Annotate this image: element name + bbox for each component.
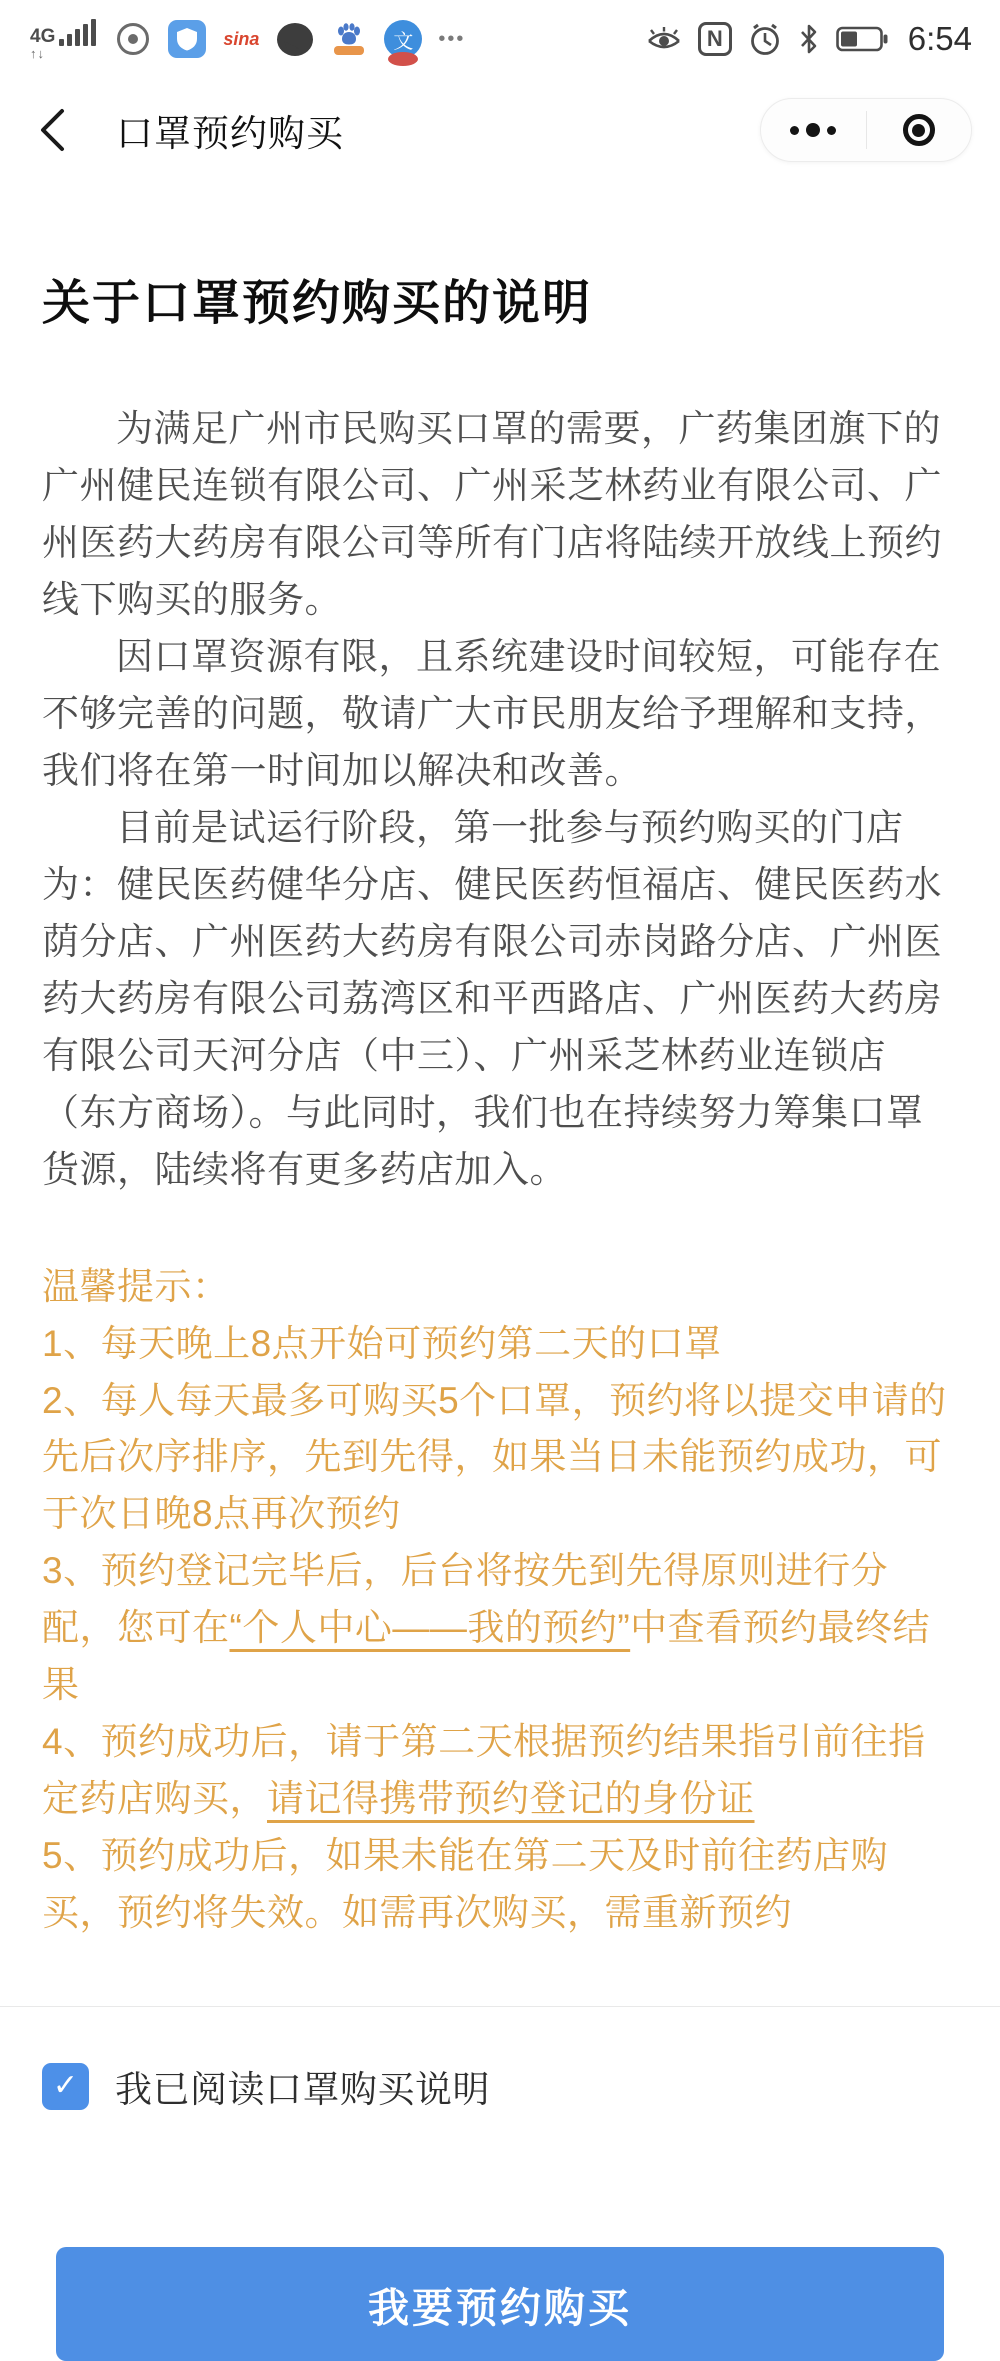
nav-bar	[0, 72, 1000, 188]
nfc-icon	[698, 22, 732, 56]
doc-app-char: 文	[393, 30, 414, 53]
tips-heading: 温馨提示：	[42, 1265, 230, 1307]
paragraph-3: 目前是试运行阶段，第一批参与预约购买的门店为：健民医药健华分店、健民医药恒福店、健民医药水荫分店、广州医药大药房有限公司赤岗路分店、广州医药大药房有限公司荔湾区和平西路店、广州医药大药房有限公司天河分店（中三）、广州采芝林药业连锁店（东方商场）。与此同时，我们也在持续努力筹集口罩货源，陆续将有更多药店加入。	[42, 806, 942, 1190]
bottom-panel	[0, 2006, 1000, 2361]
status-bar-right	[646, 20, 972, 58]
mini-program-capsule	[760, 98, 972, 162]
tip-item-5	[42, 1828, 958, 1942]
tip-item-4	[42, 1714, 958, 1828]
alarm-clock-icon	[748, 22, 782, 56]
tip-text: 1、每天晚上8点开始可预约第二天的口罩	[42, 1322, 722, 1364]
more-dots-icon	[790, 123, 836, 137]
agreement-label: 我已阅读口罩购买说明	[115, 2069, 490, 2111]
agreement-row	[42, 2059, 958, 2113]
eye-icon	[646, 26, 682, 52]
sina-app-icon: sina	[223, 28, 260, 49]
paragraph-1: 为满足广州市民购买口罩的需要，广药集团旗下的广州健民连锁有限公司、广州采芝林药业有限公司、广州医药大药房有限公司等所有门店将陆续开放线上预约线下购买的服务。	[42, 408, 942, 620]
nfc-letter: N	[706, 26, 723, 51]
status-time: 6:54	[907, 20, 972, 57]
battery-icon	[836, 25, 888, 53]
agreement-checkbox[interactable]	[42, 2063, 89, 2110]
status-bar	[0, 0, 1000, 72]
tip-underlined-text: “个人中心——我的预约”	[229, 1607, 631, 1649]
baidu-app-icon	[330, 20, 368, 58]
back-button[interactable]	[30, 108, 74, 152]
reserve-purchase-label: 我要预约购买	[368, 2284, 632, 2331]
hotspot-icon	[114, 20, 152, 58]
tip-text: 3、预约登记完毕后，后台将按先到先得原则进行分配，您可在	[42, 1550, 889, 1649]
reserve-purchase-button[interactable]	[56, 2247, 944, 2361]
tip-item-3	[42, 1543, 958, 1714]
signal-bars-icon	[59, 19, 96, 46]
check-icon: ✓	[52, 2068, 79, 2102]
tip-text: 中查看预约最终结果	[42, 1607, 931, 1706]
tips-list	[42, 1316, 958, 1943]
tip-item-1	[42, 1316, 958, 1373]
data-arrows-icon: ↑↓	[30, 45, 45, 61]
tip-text: 4、预约成功后，请于第二天根据预约结果指引前往指定药店购买，	[42, 1721, 926, 1820]
target-circle-icon	[903, 114, 935, 146]
paragraph-2: 因口罩资源有限，且系统建设时间较短，可能存在不够完善的问题，敬请广大市民朋友给予理解和支持，我们将在第一时间加以解决和改善。	[42, 635, 942, 791]
tip-text: 2、每人每天最多可购买5个口罩，预约将以提交申请的先后次序排序，先到先得，如果当日未能预约成功，可于次日晚8点再次预约	[42, 1379, 947, 1535]
shield-app-icon	[168, 20, 206, 58]
more-button[interactable]	[761, 99, 866, 161]
page-title: 关于口罩预约购买的说明	[42, 277, 593, 330]
close-button[interactable]	[867, 99, 972, 161]
tip-underlined-text: 请记得携带预约登记的身份证	[267, 1778, 755, 1820]
article-content	[0, 264, 1000, 1942]
chat-bubble-icon	[276, 20, 314, 58]
doc-app-icon	[384, 20, 422, 58]
nav-title: 口罩预约购买	[116, 113, 344, 154]
tip-item-2	[42, 1373, 958, 1544]
status-bar-left	[30, 19, 465, 60]
tip-text: 5、预约成功后，如果未能在第二天及时前往药店购买，预约将失效。如需再次购买，需重新预约	[42, 1835, 889, 1934]
bluetooth-icon	[798, 23, 820, 55]
network-label: 4G	[30, 25, 56, 47]
ellipsis-icon: •••	[438, 27, 466, 50]
article-body	[42, 401, 958, 1199]
signal-4g-icon	[30, 19, 96, 60]
tips-section	[42, 1259, 958, 1943]
